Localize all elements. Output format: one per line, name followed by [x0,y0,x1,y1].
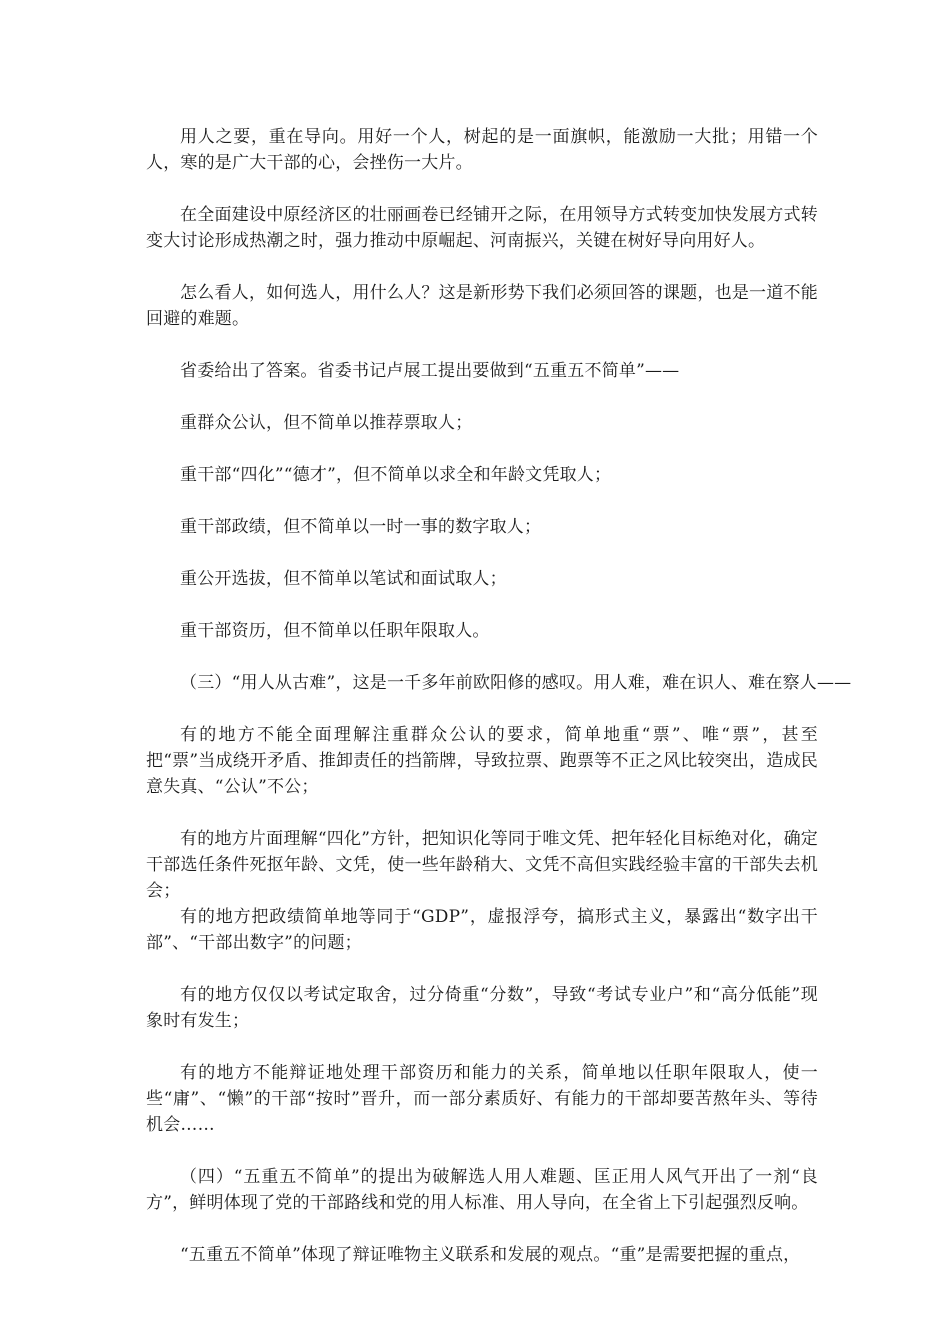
paragraph-5: 重群众公认，但不简单以推荐票取人； [180,413,473,433]
paragraph-16: （四）“五重五不简单”的提出为破解选人用人难题、匡正用人风气开出了一剂“良方”，鲜明体现了党的干部路线和党的用人标准、用人导向，在全省上下引起强烈反响。 [146,1167,818,1213]
paragraph-1: 用人之要，重在导向。用好一个人，树起的是一面旗帜，能激励一大批；用错一个人，寒的是广大干部的心，会挫伤一大片。 [146,127,818,173]
paragraph-8: 重公开选拔，但不简单以笔试和面试取人； [180,569,507,589]
paragraph-13: 有的地方把政绩简单地等同于“GDP”，虚报浮夸，搞形式主义，暴露出“数字出干部”、“干部出数字”的问题； [146,907,818,953]
paragraph-9: 重干部资历，但不简单以任职年限取人。 [180,621,490,641]
paragraph-10: （三）“用人从古难”，这是一千多年前欧阳修的感叹。用人难，难在识人、难在察人—— [180,673,852,693]
paragraph-4: 省委给出了答案。省委书记卢展工提出要做到“五重五不简单”—— [180,361,680,381]
paragraph-11: 有的地方不能全面理解注重群众公认的要求，简单地重“票”、唯“票”，甚至把“票”当成绕开矛盾、推卸责任的挡箭牌，导致拉票、跑票等不正之风比较突出，造成民意失真、“公认”不公； [146,725,818,797]
paragraph-15: 有的地方不能辩证地处理干部资历和能力的关系，简单地以任职年限取人，使一些“庸”、“懒”的干部“按时”晋升，而一部分素质好、有能力的干部却要苦熬年头、等待机会…… [146,1063,818,1135]
paragraph-17: “五重五不简单”体现了辩证唯物主义联系和发展的观点。“重”是需要把握的重点， [180,1245,801,1265]
paragraph-3: 怎么看人，如何选人，用什么人？这是新形势下我们必须回答的课题，也是一道不能回避的难题。 [146,283,818,329]
paragraph-12: 有的地方片面理解“四化”方针，把知识化等同于唯文凭、把年轻化目标绝对化，确定干部选任条件死抠年龄、文凭，使一些年龄稍大、文凭不高但实践经验丰富的干部失去机会； [146,829,818,901]
paragraph-7: 重干部政绩，但不简单以一时一事的数字取人； [180,517,542,537]
paragraph-14: 有的地方仅仅以考试定取舍，过分倚重“分数”，导致“考试专业户”和“高分低能”现象时有发生； [146,985,818,1031]
paragraph-6: 重干部“四化”“德才”，但不简单以求全和年龄文凭取人； [180,465,612,485]
paragraph-2: 在全面建设中原经济区的壮丽画卷已经铺开之际，在用领导方式转变加快发展方式转变大讨论形成热潮之时，强力推动中原崛起、河南振兴，关键在树好导向用好人。 [146,205,818,251]
